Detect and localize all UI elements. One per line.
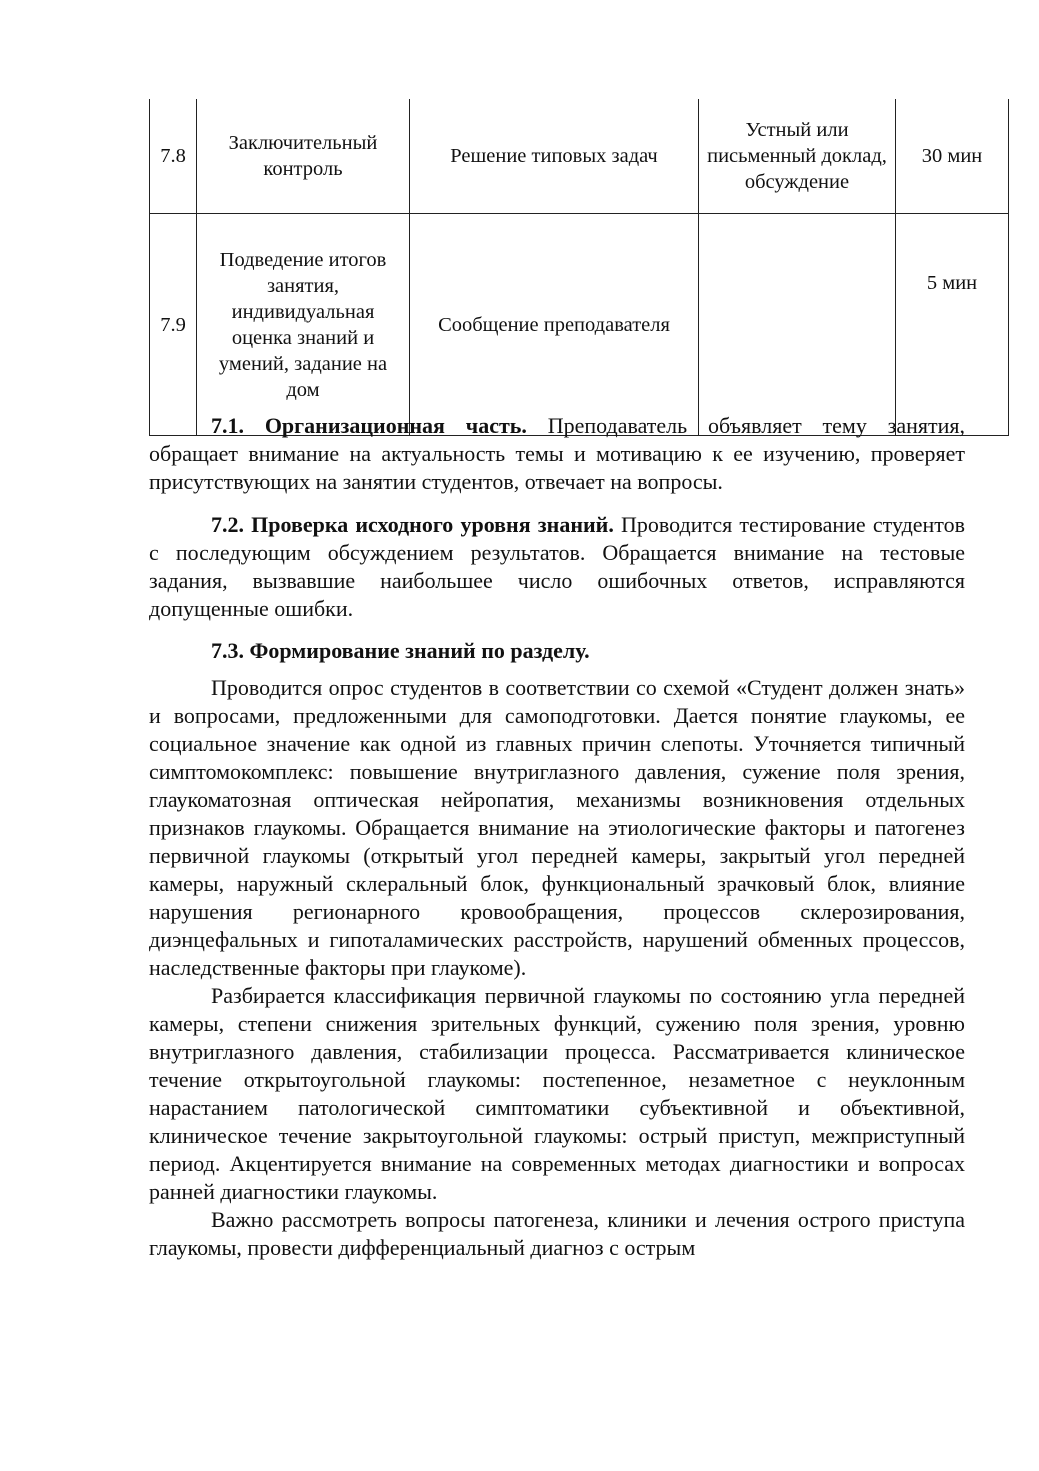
row-time: 30 мин	[896, 99, 1009, 214]
section-7-2	[149, 511, 965, 623]
section-7-2-title: 7.2. Проверка исходного уровня знаний.	[211, 512, 614, 537]
section-7-3	[149, 637, 965, 665]
paragraph-2: Разбирается классификация первичной глаукомы по состоянию угла передней камеры, степени снижения зрительных функций, сужению поля зрения, уровню внутриглазного давления, стабилизации процесса. Рассматривается клиническое течение открытоугольной глаукомы: постепенное, незаметное с неуклонным нарастанием патологической симптоматики субъективной и объективной, клиническое течение закрытоугольной глаукомы: острый приступ, межприступный период. Акцентируется внимание на современных методах диагностики и вопросах ранней диагностики глаукомы.	[149, 983, 965, 1204]
row-stage: Заключительный контроль	[197, 99, 410, 214]
row-form: Устный или письменный доклад, обсуждение	[699, 99, 896, 214]
section-7-2-text: Проводится тестирование студентов с последующим обсуждением результатов. Обращается внимание на тестовые задания, вызвавшие наибольшее число ошибочных ответов, исправляются допущенные ошибки.	[149, 512, 966, 621]
section-7-1-title: 7.1. Организационная часть.	[211, 413, 527, 438]
paragraph-3: Важно рассмотреть вопросы патогенеза, клиники и лечения острого приступа глаукомы, провести дифференциальный диагноз с острым	[149, 1207, 965, 1260]
row-stage: Подведение итогов занятия, индивидуальная оценка знаний и умений, задание на дом	[197, 214, 410, 436]
body-text	[149, 412, 965, 1262]
section-7-1-text: Преподаватель объявляет тему занятия, обращает внимание на актуальность темы и мотивацию к ее изучению, проверяет присутствующих на занятии студентов, отвечает на вопросы.	[149, 413, 966, 494]
section-7-3-title: 7.3. Формирование знаний по разделу.	[211, 638, 590, 663]
table-row	[150, 214, 1009, 436]
row-method: Решение типовых задач	[410, 99, 699, 214]
row-time: 5 мин	[896, 214, 1009, 436]
section-7-1	[149, 412, 965, 496]
row-number: 7.9	[150, 214, 197, 436]
row-number: 7.8	[150, 99, 197, 214]
row-form	[699, 214, 896, 436]
paragraph-1: Проводится опрос студентов в соответствии со схемой «Студент должен знать» и вопросами, предложенными для самоподготовки. Дается понятие глаукомы, ее социальное значение как одной из главных причин слепоты. Уточняется типичный симптомокомплекс: повышение внутриглазного давления, сужение поля зрения, глаукоматозная оптическая нейропатия, механизмы возникновения отдельных признаков глаукомы. Обращается внимание на этиологические факторы и патогенез первичной глаукомы (открытый угол передней камеры, закрытый угол передней камеры, наружный склеральный блок, функциональный зрачковый блок, влияние нарушения регионарного кровообращения, процессов склерозирования, диэнцефальных и гипоталамических расстройств, нарушений обменных процессов, наследственные факторы при глаукоме).	[149, 675, 965, 980]
row-method: Сообщение преподавателя	[410, 214, 699, 436]
lesson-plan-table	[149, 99, 1009, 436]
table-row	[150, 99, 1009, 214]
